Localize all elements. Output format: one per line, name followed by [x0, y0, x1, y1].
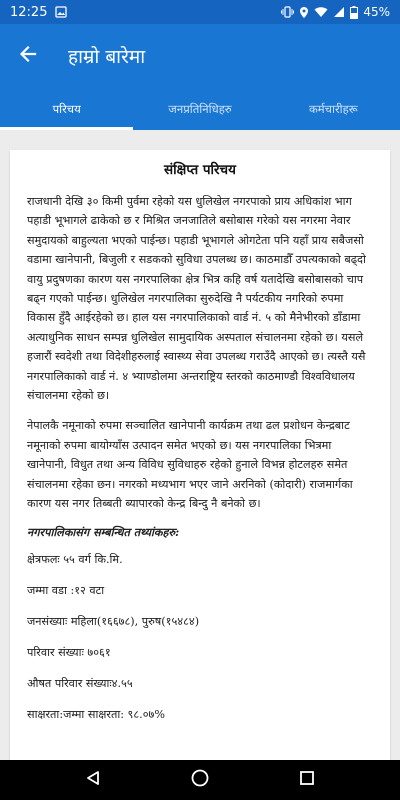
fact-literacy: साक्षरता:जम्मा साक्षरता: ९८.०७%	[27, 707, 166, 721]
intro-card	[10, 150, 390, 760]
fact-area: क्षेत्रफलः ५५ वर्ग कि.मि.	[27, 552, 123, 566]
back-button[interactable]	[0, 28, 56, 84]
tab-staff[interactable]	[267, 88, 400, 130]
home-circle-icon	[191, 769, 209, 791]
facts-heading: नगरपालिकासंग सम्बन्धित तथ्यांकहरु:	[27, 524, 180, 539]
tab-label: कर्मचारीहरू	[308, 101, 358, 116]
battery-percent: 45%	[363, 5, 390, 19]
tab-label: जनप्रतिनिधिहरु	[168, 101, 232, 116]
system-nav-bar	[0, 760, 400, 800]
fact-wards: जम्मा वडा :१२ वटा	[27, 583, 105, 597]
tab-label: परिचय	[52, 101, 81, 116]
battery-icon	[350, 6, 358, 19]
wifi-icon	[314, 6, 328, 18]
nav-back-button[interactable]	[73, 760, 113, 800]
tab-bar	[0, 88, 400, 130]
back-triangle-icon	[85, 770, 101, 790]
status-bar	[0, 0, 400, 24]
app-bar	[0, 24, 400, 88]
signal-icon	[333, 6, 345, 18]
fact-population: जनसंख्याः महिला(१६६७८), पुरुष(१५४८४)	[27, 614, 200, 628]
arrow-left-icon	[18, 44, 38, 68]
fact-households: परिवार संख्याः ७०६१	[27, 645, 111, 659]
fact-avg-household: औषत परिवार संख्याः४.५५	[27, 676, 133, 690]
vibrate-icon	[281, 6, 294, 18]
page-title: हाम्रो बारेमा	[68, 46, 146, 68]
intro-paragraph: राजधानी देखि ३० किमी पुर्वमा रहेको यस धुलिखेल नगरपाको प्राय अधिकांश भाग पहाडी भूभागले ढाकेको छ र मिश्रित जनजातिले बसोबास गरेको यस नगरमा नेवार समुदायको बाहुल्यता भएको पाईन्छ। पहाडी भूभागले ओगटेता पनि यहाँ प्राय सबैजसो वडामा खानेपानी, बिजुली र सडकको सुविधा उपलब्ध छ। काठमाडौँ उपत्यकाको बढ्दो वायु प्रदुषणका कारण यस नगरपालिका क्षेत्र भित्र कहि वर्ष यतादेखि बसोबासको चाप बढ्न गएको पाईन्छ। धुलिखेल नगरपालिका सुरुदेखि नै पर्यटकीय नगरिको रुपमा विकास हुँदै आईरहेको छ। हाल यस नगरपालिकाको वार्ड नं. ५ को मैनेभीरको डाँडामा अत्याधुनिक साधन सम्पन्न धुलिखेल सामुदायिक अस्पताल संचालनमा रहेको छ। यसले हजारौं स्वदेशी तथा विदेशीहरुलाई स्वास्थ्य सेवा उपलब्ध गराउँदै आएको छ। त्यस्तै यसै नगरपालिकाको वार्ड नं. ४ भ्याण्डोलमा अन्तराष्ट्रिय स्तरको काठमाण्डौ विश्वविधालय संचालनमा रहेको छ।	[27, 195, 366, 403]
status-time: 12:25	[10, 4, 48, 20]
image-icon	[55, 6, 67, 18]
location-icon	[299, 6, 309, 19]
recents-square-icon	[299, 770, 315, 790]
tab-introduction[interactable]	[0, 88, 133, 130]
tab-representatives[interactable]	[133, 88, 266, 130]
card-title: संक्षिप्त परिचय	[164, 162, 236, 178]
content-scroll-area[interactable]	[0, 130, 400, 760]
nav-recents-button[interactable]	[287, 760, 327, 800]
intro-paragraph: नेपालकै नमूनाको रुपमा सञ्चालित खानेपानी कार्यक्रम तथा ढल प्रशोधन केन्द्रबाट नमूनाको रुपमा बायोग्याँस उत्पादन समेत भएको छ। यस नगरपालिका भित्रमा खानेपानी, विधुत तथा अन्य विविध सुविधाहरु रहेको हुनाले विभन्न होटलहरु समेत संचालनमा रहेका छन। नगरको मध्यभाग भएर जाने अरनिको (कोदारी) राजमार्गका कारण यस नगर तिब्बती ब्यापारको केन्द्र बिन्दु नै बनेको छ।	[27, 419, 353, 511]
nav-home-button[interactable]	[180, 760, 220, 800]
